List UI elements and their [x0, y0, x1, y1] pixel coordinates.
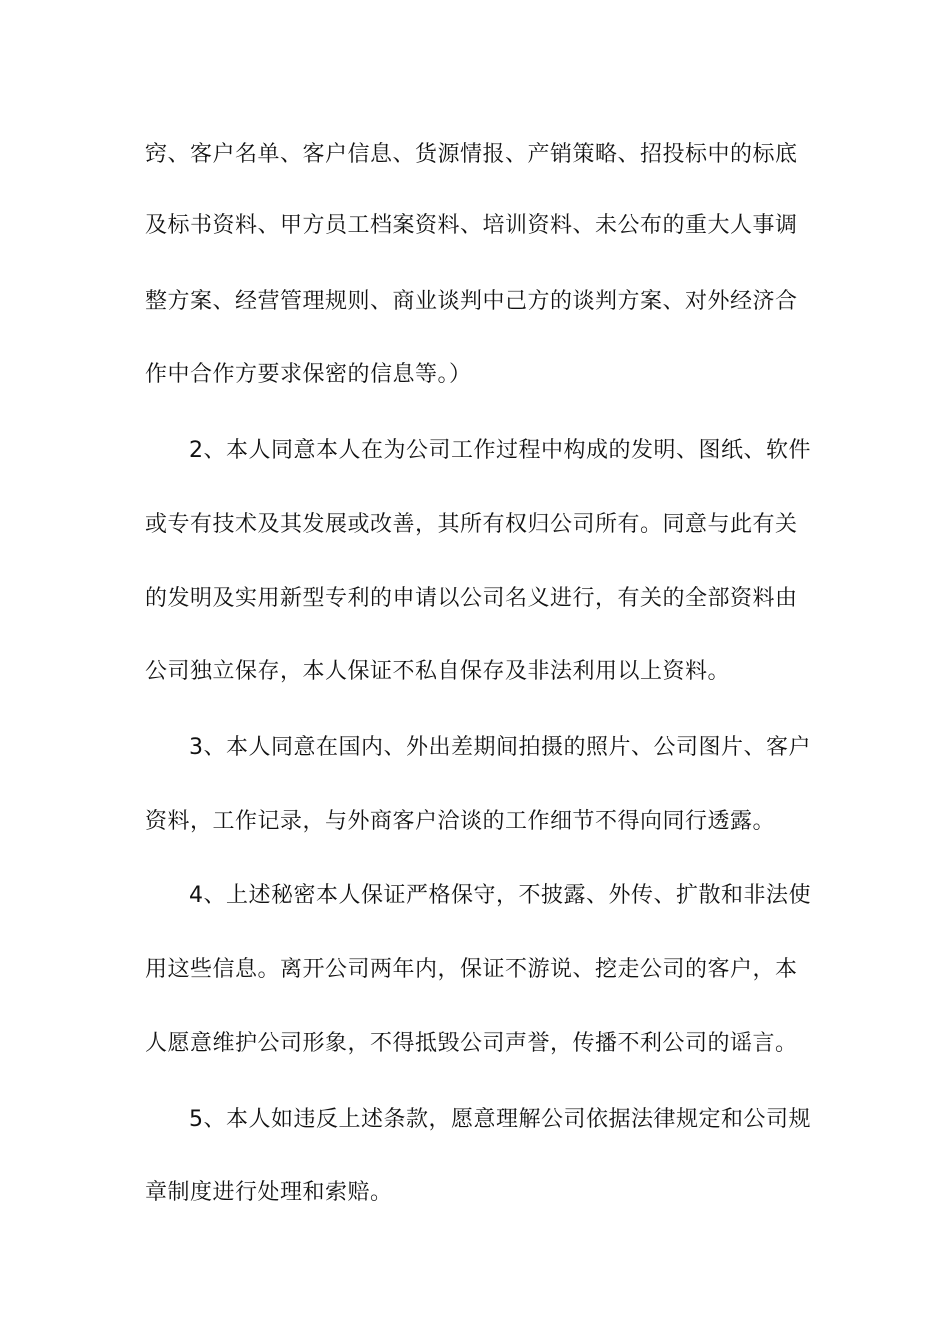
paragraph-4-line-3: 人愿意维护公司形象，不得抵毁公司声誉，传播不利公司的谣言。 [145, 1031, 798, 1056]
paragraph-3-line-2: 资料，工作记录，与外商客户洽谈的工作细节不得向同行透露。 [145, 809, 776, 834]
paragraph-5-line-2: 章制度进行处理和索赔。 [145, 1180, 393, 1205]
paragraph-1-line-2: 及标书资料、甲方员工档案资料、培训资料、未公布的重大人事调 [145, 213, 798, 238]
paragraph-1-line-1: 窍、客户名单、客户信息、货源情报、产销策略、招投标中的标底 [145, 142, 798, 167]
paragraph-1-line-4: 作中合作方要求保密的信息等。） [145, 362, 472, 387]
paragraph-5-line-1: 5、本人如违反上述条款，愿意理解公司依据法律规定和公司规 [189, 1107, 811, 1132]
paragraph-1-line-3: 整方案、经营管理规则、商业谈判中己方的谈判方案、对外经济合 [145, 289, 798, 314]
paragraph-4-line-1: 4、上述秘密本人保证严格保守，不披露、外传、扩散和非法使 [189, 883, 811, 908]
paragraph-2-line-1: 2、本人同意本人在为公司工作过程中构成的发明、图纸、软件 [189, 438, 811, 463]
paragraph-2-line-3: 的发明及实用新型专利的申请以公司名义进行，有关的全部资料由 [145, 586, 798, 611]
paragraph-3-line-1: 3、本人同意在国内、外出差期间拍摄的照片、公司图片、客户 [189, 735, 811, 760]
paragraph-4-line-2: 用这些信息。离开公司两年内，保证不游说、挖走公司的客户，本 [145, 957, 798, 982]
paragraph-2-line-4: 公司独立保存，本人保证不私自保存及非法利用以上资料。 [145, 659, 731, 684]
paragraph-2-line-2: 或专有技术及其发展或改善，其所有权归公司所有。同意与此有关 [145, 512, 798, 537]
